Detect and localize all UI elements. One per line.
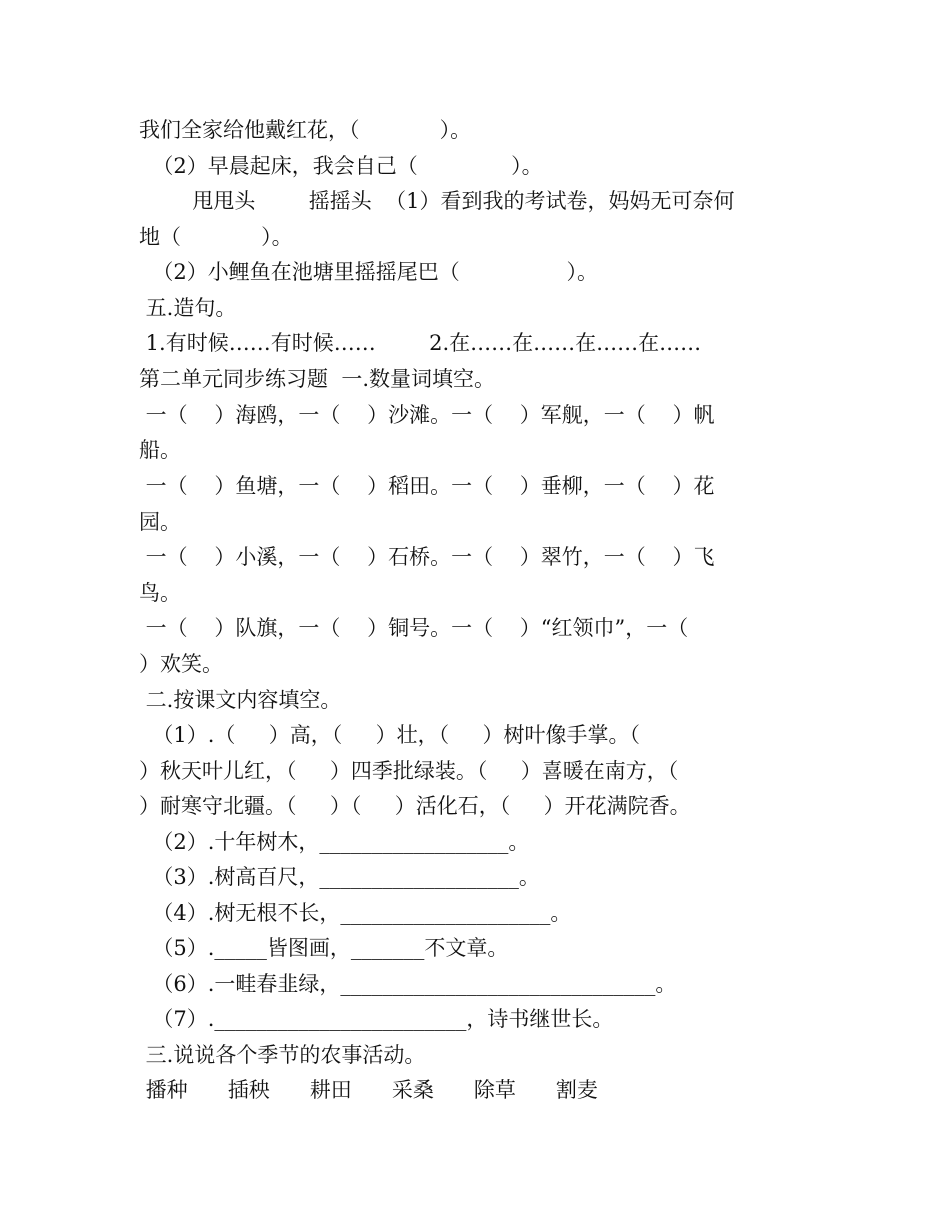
text-line: （7）.________________________，诗书继世长。 — [139, 1007, 614, 1031]
text-line: 我们全家给他戴红花，（ ）。 — [139, 118, 472, 142]
text-line: ）欢笑。 — [139, 652, 223, 676]
text-line: （6）.一畦春韭绿，______________________________。 — [139, 972, 677, 996]
text-line: 园。 — [139, 510, 181, 534]
text-line: （1）.（ ）高，（ ）壮，（ ）树叶像手掌。（ — [139, 723, 641, 747]
section-heading: 二.按课文内容填空。 — [139, 688, 342, 712]
text-line: 船。 — [139, 438, 181, 462]
text-line: 1.有时候……有时候…… 2.在……在……在……在…… — [139, 331, 702, 355]
text-line: （2）.十年树木，__________________。 — [139, 830, 530, 854]
section-heading: 第二单元同步练习题 一.数量词填空。 — [139, 367, 496, 391]
text-line: 地（ ）。 — [139, 225, 293, 249]
text-line: （5）._____皆图画，_______不文章。 — [139, 936, 509, 960]
section-heading: 三.说说各个季节的农事活动。 — [139, 1043, 426, 1067]
text-line: ）耐寒守北疆。（ ）（ ）活化石，（ ）开花满院香。 — [139, 794, 691, 818]
text-line: （3）.树高百尺，___________________。 — [139, 865, 540, 889]
text-line: 一（ ）鱼塘，一（ ）稻田。一（ ）垂柳，一（ ）花 — [139, 474, 715, 498]
text-line: ）秋天叶儿红，（ ）四季批绿装。（ ）喜暖在南方，（ — [139, 759, 679, 783]
text-line: 播种 插秧 耕田 采桑 除草 割麦 — [139, 1078, 598, 1102]
text-line: 一（ ）小溪，一（ ）石桥。一（ ）翠竹，一（ ）飞 — [139, 545, 715, 569]
text-line: （4）.树无根不长，____________________。 — [139, 901, 572, 925]
text-line: 一（ ）队旗，一（ ）铜号。一（ ）“红领巾”，一（ — [139, 616, 689, 640]
text-line: 甩甩头 摇摇头 （1）看到我的考试卷，妈妈无可奈何 — [139, 189, 735, 213]
text-line: 一（ ）海鸥，一（ ）沙滩。一（ ）军舰，一（ ）帆 — [139, 403, 715, 427]
section-heading: 五.造句。 — [139, 296, 237, 320]
text-line: 鸟。 — [139, 581, 181, 605]
text-line: （2）小鲤鱼在池塘里摇摇尾巴（ ）。 — [139, 260, 599, 284]
text-line: （2）早晨起床，我会自己（ ）。 — [139, 154, 543, 178]
